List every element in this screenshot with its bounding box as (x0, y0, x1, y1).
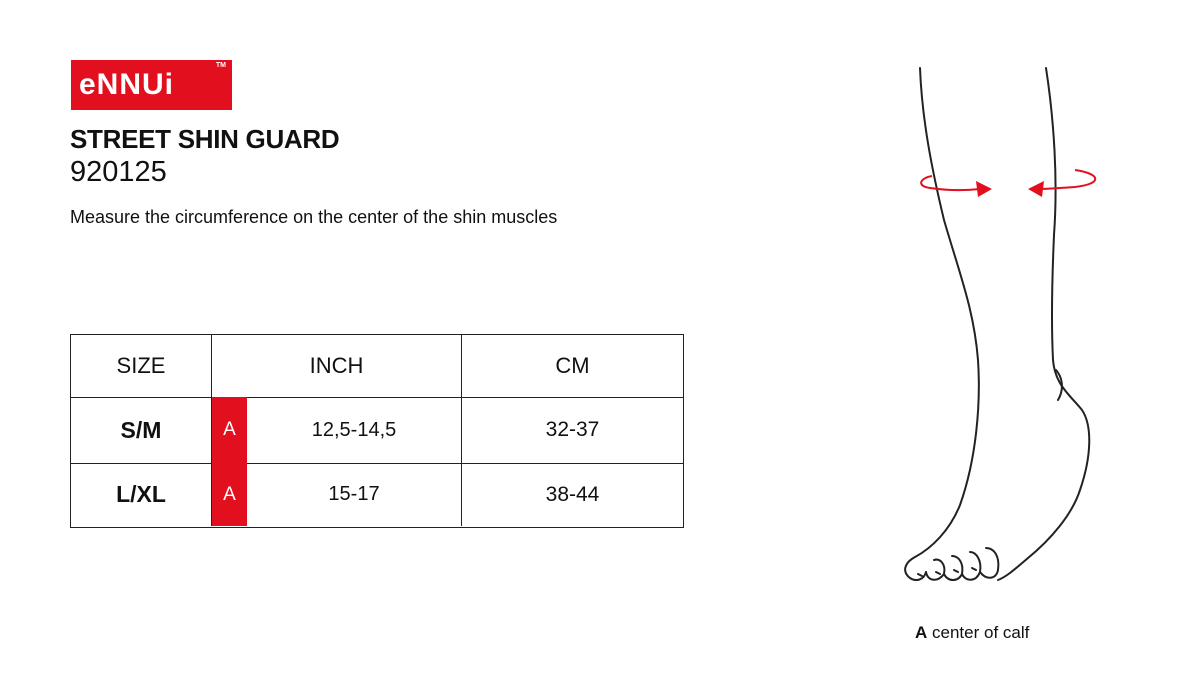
cm-value: 38-44 (545, 482, 600, 506)
cm-value: 32-37 (545, 418, 600, 441)
table-row (71, 463, 683, 526)
logo-trademark: TM (215, 62, 226, 69)
legend-letter: A (915, 623, 928, 642)
inch-value: 12,5-14,5 (311, 418, 397, 441)
measure-point-tag: A (212, 463, 247, 526)
leg-measurement-icon (880, 60, 1110, 595)
inch-value: 15-17 (328, 483, 380, 505)
header-inch: INCH (212, 335, 462, 397)
measurement-instruction: Measure the circumference on the center of the shin muscles (70, 207, 558, 227)
table-header-row (71, 335, 683, 398)
legend-caption (915, 623, 1029, 643)
product-title: STREET SHIN GUARD (70, 124, 340, 154)
product-code: 920125 (70, 156, 167, 188)
brand-logo (71, 60, 232, 110)
table-row (71, 397, 683, 464)
logo-text: eNNUi (79, 68, 175, 101)
measure-point-tag: A (212, 397, 247, 463)
header-size: SIZE (71, 335, 212, 397)
size-label: S/M (71, 397, 212, 463)
size-table (70, 334, 684, 528)
header-cm: CM (555, 353, 590, 378)
size-label: L/XL (71, 463, 212, 526)
legend-text: center of calf (932, 623, 1030, 642)
